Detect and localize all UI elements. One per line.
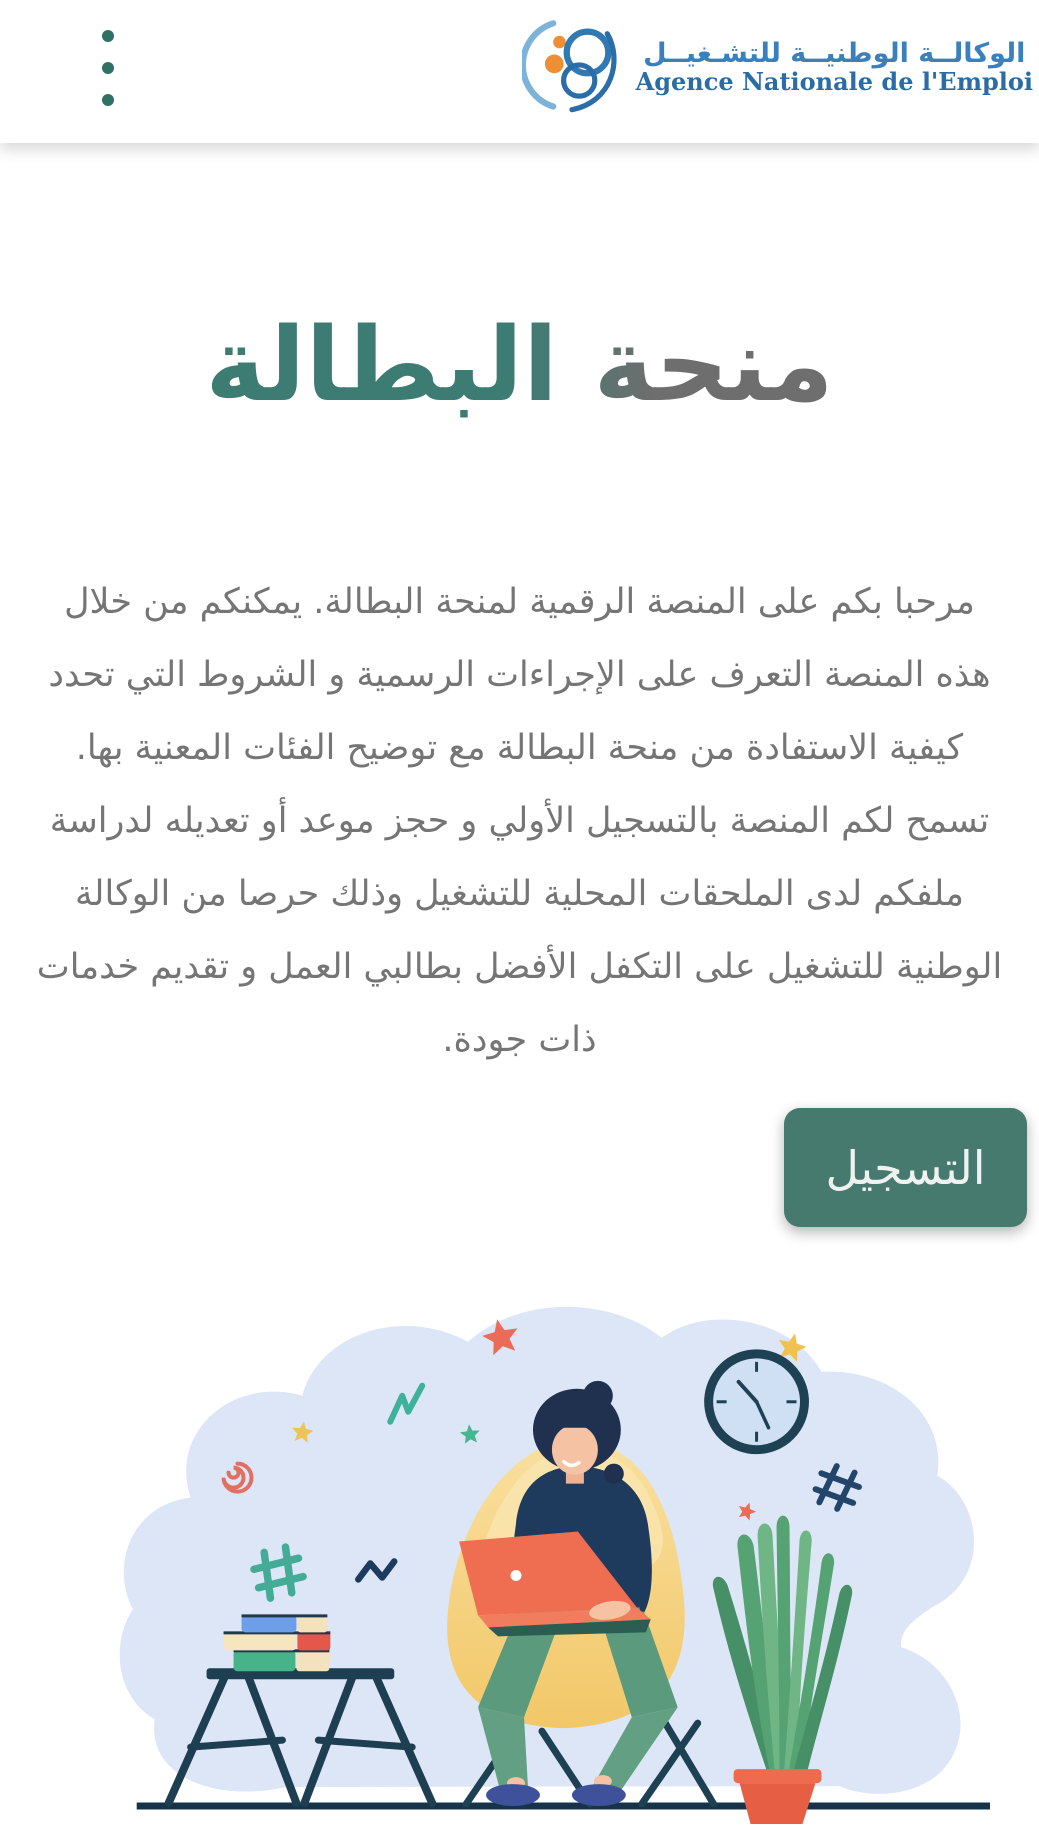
kebab-menu-icon	[102, 62, 114, 74]
logo-title-french: Agence Nationale de l'Emploi	[635, 66, 1033, 96]
kebab-menu-icon	[102, 30, 114, 42]
register-button[interactable]: التسجيل	[784, 1108, 1027, 1227]
hero-illustration	[50, 1280, 990, 1824]
wall-clock	[709, 1354, 805, 1450]
anem-logo-mark-icon	[522, 15, 626, 119]
kebab-menu-icon	[102, 94, 114, 106]
logo-title-arabic: الوكالــة الوطنيــة للتشـغيــل	[643, 37, 1026, 69]
menu-button[interactable]	[86, 30, 130, 106]
anem-logo[interactable]	[522, 12, 1033, 122]
intro-paragraph: مرحبا بكم على المنصة الرقمية لمنحة البطالة. يمكنكم من خلال هذه المنصة التعرف على الإجراءات الرسمية و الشروط التي تحدد كيفية الاستفادة من منحة البطالة مع توضيح الفئات المعنية بها. تسمح لكم المنصة بالتسجيل الأولي و حجز موعد أو تعديله لدراسة ملفكم لدى الملحقات المحلية للتشغيل وذلك حرصا من الوكالة الوطنية للتشغيل على التكفل الأفضل بطالبي العمل و تقديم خدمات ذات جودة.	[36, 582, 1003, 1060]
app-header	[0, 0, 1039, 143]
page-title: منحة البطالة	[0, 282, 1039, 450]
